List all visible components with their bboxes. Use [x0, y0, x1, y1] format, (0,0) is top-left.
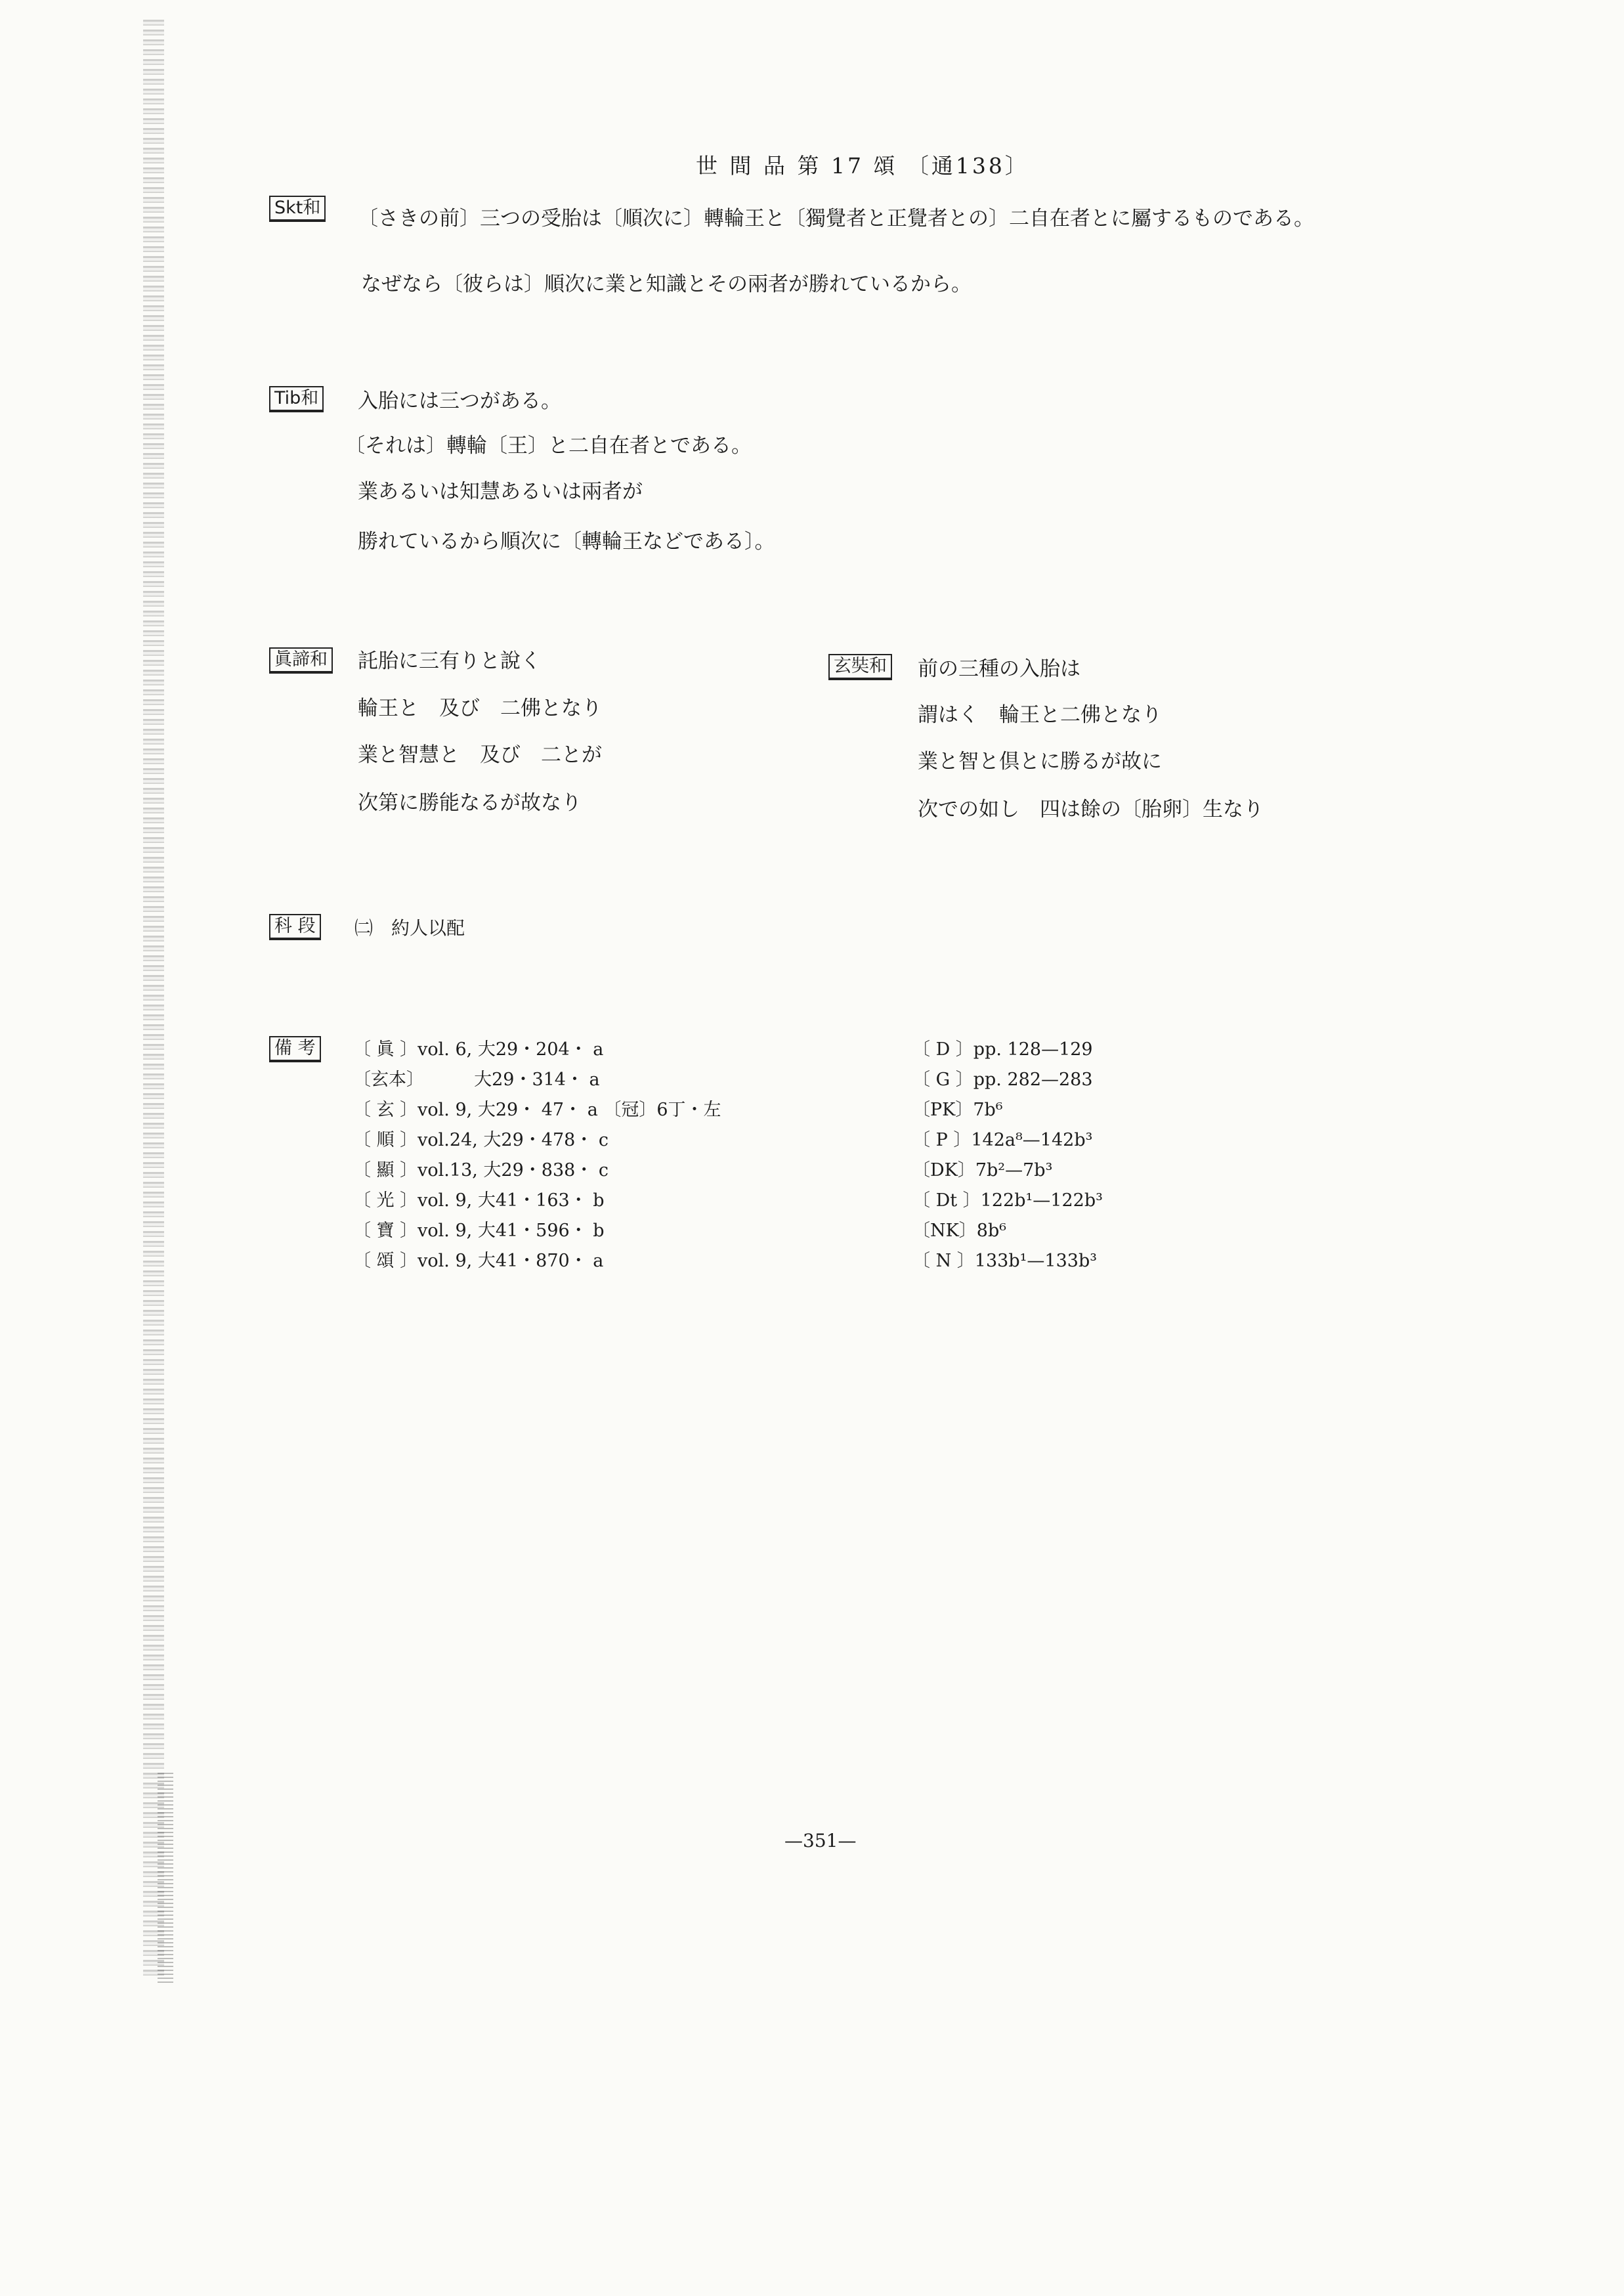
tib-line-3: 業あるいは知慧あるいは兩者が — [358, 480, 643, 504]
genjo-line-3: 業と智と倶とに勝るが故に — [918, 750, 1162, 773]
page-number: —351— — [784, 1830, 857, 1852]
biko-right-8: 〔 N 〕133b¹—133b³ — [912, 1251, 1098, 1271]
biko-right-1: 〔 D 〕pp. 128—129 — [912, 1039, 1093, 1060]
biko-right-4: 〔 P 〕142a⁸—142b³ — [912, 1130, 1093, 1150]
skt-line-1: 〔さきの前〕三つの受胎は〔順次に〕轉輪王と〔獨覺者と正覺者との〕二自在者とに屬するものである。 — [358, 207, 1314, 230]
kadan-tag: 科 段 — [269, 914, 321, 940]
scan-edge-artifact-lower — [158, 1773, 173, 1983]
biko-left-4: 〔 順 〕vol.24, 大29・478・ c — [353, 1130, 609, 1150]
shintai-tag: 眞諦和 — [269, 647, 333, 674]
tib-line-1: 入胎には三つがある。 — [358, 389, 561, 413]
biko-tag: 備 考 — [269, 1036, 321, 1062]
biko-right-3: 〔PK〕7b⁶ — [912, 1100, 1003, 1120]
biko-right-7: 〔NK〕8b⁶ — [912, 1221, 1007, 1241]
biko-left-5: 〔 顯 〕vol.13, 大29・838・ c — [353, 1160, 609, 1180]
kadan-text: ㈡ 約人以配 — [354, 917, 465, 939]
biko-right-2: 〔 G 〕pp. 282—283 — [912, 1070, 1093, 1090]
shintai-line-4: 次第に勝能なるが故なり — [358, 791, 582, 815]
skt-tag: Skt和 — [269, 196, 326, 222]
tib-line-2: 〔それは〕轉輪〔王〕と二自在者とである。 — [345, 434, 752, 458]
genjo-line-1: 前の三種の入胎は — [918, 657, 1080, 681]
page-title: 世 間 品 第 17 頌 〔通138〕 — [696, 153, 1029, 179]
genjo-tag: 玄奘和 — [828, 654, 892, 680]
biko-left-8: 〔 頌 〕vol. 9, 大41・870・ a — [353, 1251, 604, 1271]
tib-tag: Tib和 — [269, 386, 324, 412]
genjo-line-2: 謂はく 輪王と二佛となり — [918, 703, 1162, 727]
scan-edge-artifact — [143, 20, 164, 1976]
biko-left-3: 〔 玄 〕vol. 9, 大29・ 47・ a 〔冠〕6丁・左 — [353, 1100, 721, 1120]
biko-left-1: 〔 眞 〕vol. 6, 大29・204・ a — [353, 1039, 604, 1060]
tib-line-4: 勝れているから順次に〔轉輪王などである〕。 — [358, 530, 775, 553]
shintai-line-1: 託胎に三有りと說く — [358, 649, 541, 673]
shintai-line-3: 業と智慧と 及び 二とが — [358, 743, 602, 767]
genjo-line-4: 次での如し 四は餘の〔胎卵〕生なり — [918, 798, 1264, 821]
biko-right-6: 〔 Dt 〕122b¹—122b³ — [912, 1190, 1103, 1211]
skt-line-2: なぜなら〔彼らは〕順次に業と知識とその兩者が勝れているから。 — [361, 272, 972, 296]
biko-left-6: 〔 光 〕vol. 9, 大41・163・ b — [353, 1190, 605, 1211]
biko-right-5: 〔DK〕7b²—7b³ — [912, 1160, 1053, 1180]
biko-left-7: 〔 寶 〕vol. 9, 大41・596・ b — [353, 1221, 605, 1241]
shintai-line-2: 輪王と 及び 二佛となり — [358, 697, 602, 720]
biko-left-2: 〔玄本〕 大29・314・ a — [353, 1070, 600, 1090]
